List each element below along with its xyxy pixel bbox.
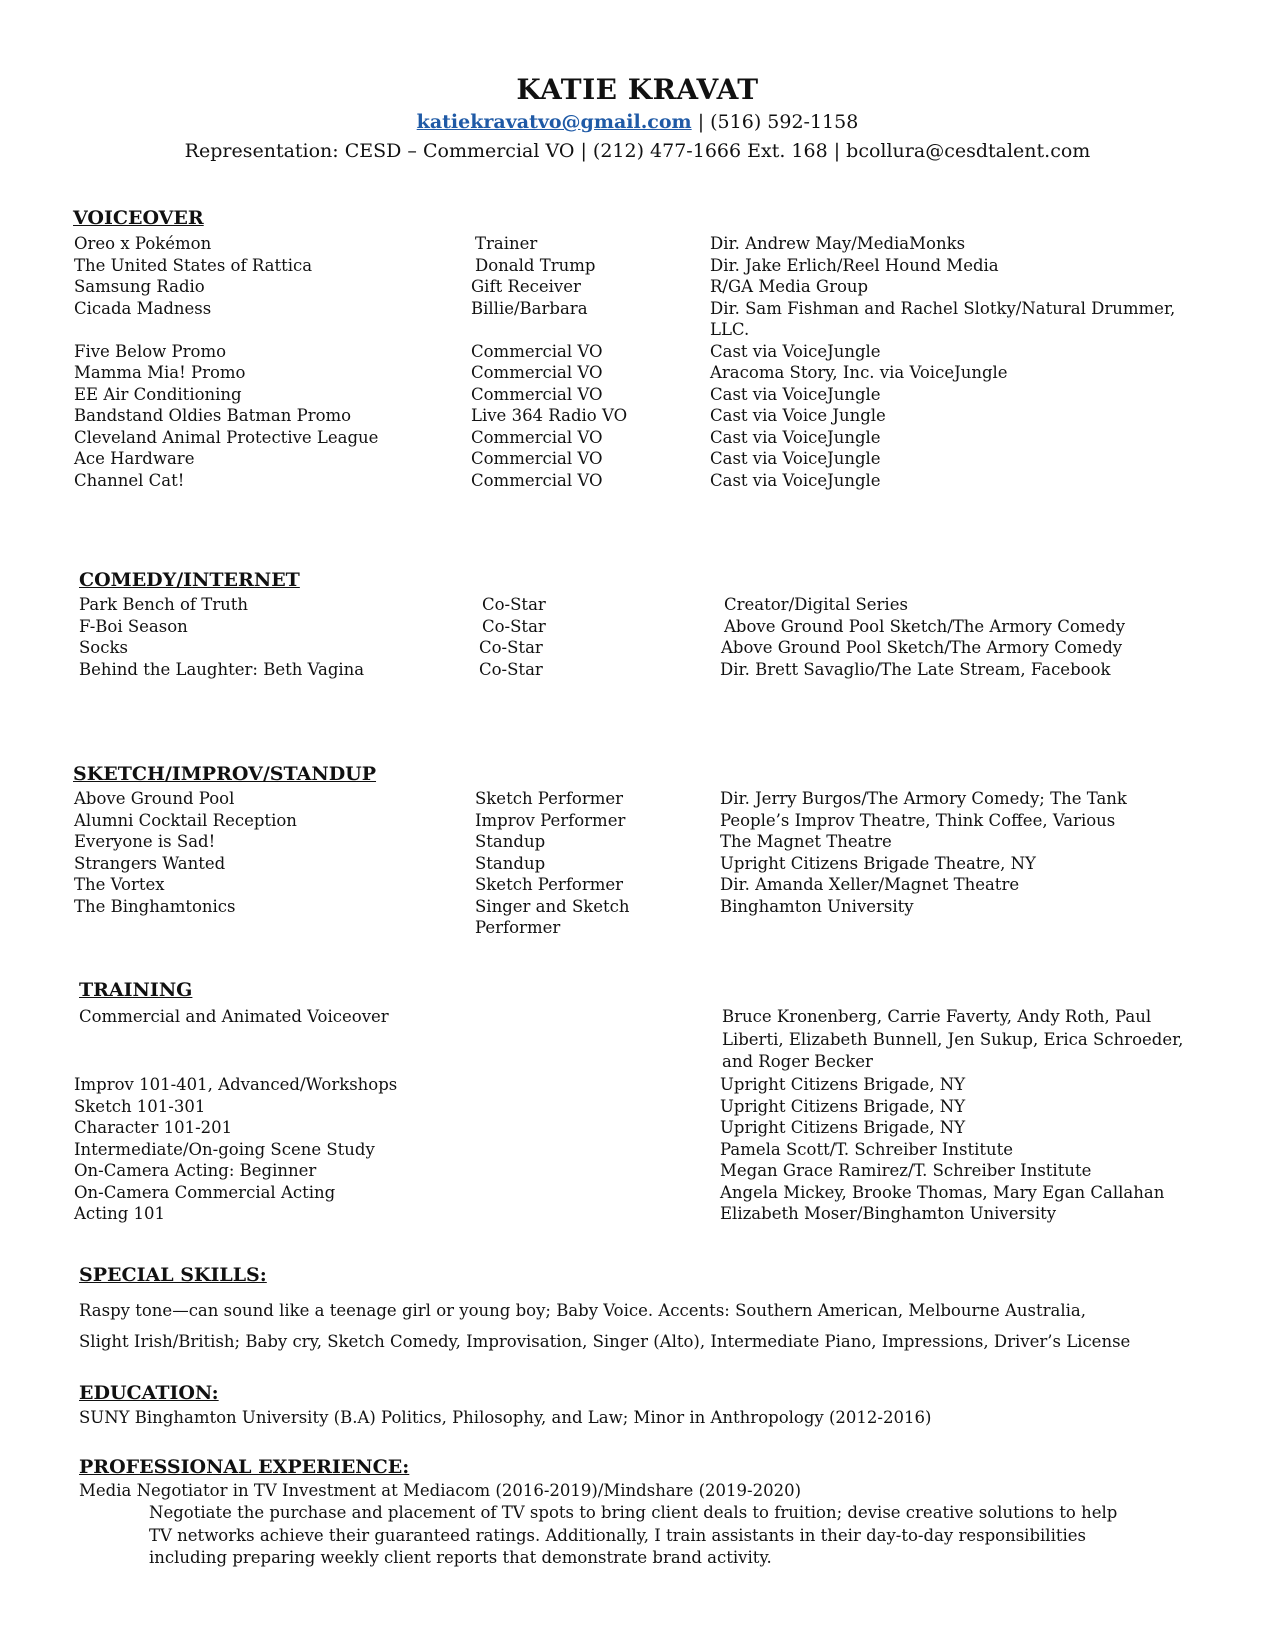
- role-name: Billie/Barbara: [471, 298, 588, 318]
- credit-info: Cast via VoiceJungle: [710, 341, 881, 361]
- project-name: Five Below Promo: [74, 341, 227, 361]
- course-name: Improv 101-401, Advanced/Workshops: [74, 1075, 398, 1094]
- education-text: SUNY Binghamton University (B.A) Politics, Philosophy, and Law; Minor in Anthropology (2012-2016): [79, 1408, 932, 1427]
- experience-heading: PROFESSIONAL EXPERIENCE:: [79, 1456, 410, 1478]
- course-name: Character 101-201: [74, 1118, 233, 1137]
- role-name: Commercial VO: [471, 384, 603, 404]
- training-heading: TRAINING: [79, 979, 193, 1001]
- training-row: [74, 1006, 1194, 1074]
- credit-row: [74, 810, 1194, 832]
- project-name: Park Bench of Truth: [79, 595, 249, 614]
- teacher-info: Angela Mickey, Brooke Thomas, Mary Egan Callahan: [720, 1182, 1165, 1202]
- credit-row: [74, 427, 1194, 449]
- project-name: Behind the Laughter: Beth Vagina: [79, 659, 365, 679]
- role-name: Singer and Sketch Performer: [475, 896, 630, 937]
- credit-info: Dir. Brett Savaglio/The Late Stream, Facebook: [720, 659, 1111, 679]
- project-name: Mamma Mia! Promo: [74, 363, 246, 382]
- project-name: Channel Cat!: [74, 470, 185, 490]
- credit-row: [79, 659, 1199, 681]
- credit-row: [79, 637, 1199, 659]
- skills-text: Raspy tone—can sound like a teenage girl or young boy; Baby Voice. Accents: Southern American, Melbourne Australia, Slight Irish/British; Baby cry, Sketch Comedy, Improvisation, Singer (Alto), Intermediate Piano, Impressions, Driver’s License: [79, 1301, 1131, 1351]
- teacher-info: Upright Citizens Brigade, NY: [720, 1075, 966, 1094]
- comedy-heading: COMEDY/INTERNET: [79, 569, 300, 591]
- role-name: Gift Receiver: [471, 277, 581, 296]
- role-name: Standup: [475, 832, 546, 851]
- credit-row: [74, 831, 1194, 853]
- role-name: Commercial VO: [471, 470, 603, 490]
- role-name: Commercial VO: [471, 363, 603, 382]
- email-link[interactable]: katiekravatvo@gmail.com: [416, 111, 692, 133]
- teacher-info: Elizabeth Moser/Binghamton University: [720, 1204, 1057, 1223]
- voiceover-list: [74, 233, 1194, 491]
- credit-info: R/GA Media Group: [710, 277, 869, 296]
- credit-info: Above Ground Pool Sketch/The Armory Comedy: [721, 638, 1123, 657]
- credit-info: Dir. Jerry Burgos/The Armory Comedy; The Tank: [720, 789, 1127, 808]
- experience-description: Negotiate the purchase and placement of TV spots to bring client deals to fruition; devise creative solutions to help TV networks achieve their guaranteed ratings. Additionally, I train assistants in their day-to-day responsibilities including preparing weekly client reports that demonstrate brand activity.: [149, 1503, 1118, 1567]
- role-name: Co-Star: [479, 638, 543, 657]
- role-name: Co-Star: [479, 659, 543, 679]
- credit-info: Cast via Voice Jungle: [710, 406, 886, 425]
- course-name: Commercial and Animated Voiceover: [79, 1007, 389, 1026]
- credit-row: [74, 298, 1194, 341]
- credit-row: [79, 594, 1199, 616]
- voiceover-heading: VOICEOVER: [73, 207, 204, 229]
- project-name: F-Boi Season: [79, 616, 188, 636]
- credit-row: [74, 362, 1194, 384]
- credit-info: Above Ground Pool Sketch/The Armory Comedy: [724, 616, 1126, 636]
- course-name: On-Camera Acting: Beginner: [74, 1161, 317, 1180]
- project-name: Alumni Cocktail Reception: [74, 810, 297, 830]
- role-name: Commercial VO: [471, 341, 603, 361]
- skills-heading: SPECIAL SKILLS:: [79, 1264, 267, 1286]
- credit-info: Dir. Andrew May/MediaMonks: [710, 234, 966, 253]
- experience-job: Media Negotiator in TV Investment at Mediacom (2016-2019)/Mindshare (2019-2020): [79, 1481, 802, 1500]
- course-name: Acting 101: [74, 1204, 165, 1223]
- credit-info: Cast via VoiceJungle: [710, 470, 881, 490]
- role-name: Improv Performer: [475, 810, 626, 830]
- credit-row: [74, 874, 1194, 896]
- role-name: Commercial VO: [471, 427, 603, 447]
- resume-header: [0, 72, 1275, 166]
- training-row: [74, 1074, 1194, 1096]
- training-row: [74, 1139, 1194, 1161]
- role-name: Commercial VO: [471, 449, 603, 468]
- credit-row: [74, 853, 1194, 875]
- training-list: [74, 1006, 1194, 1225]
- credit-row: [74, 255, 1194, 277]
- teacher-info: Upright Citizens Brigade, NY: [720, 1118, 966, 1137]
- training-row: [74, 1203, 1194, 1225]
- comedy-list: [79, 594, 1199, 680]
- project-name: The Binghamtonics: [74, 896, 236, 916]
- project-name: Bandstand Oldies Batman Promo: [74, 406, 352, 425]
- role-name: Sketch Performer: [475, 789, 624, 808]
- credit-info: Dir. Amanda Xeller/Magnet Theatre: [720, 875, 1020, 894]
- role-name: Live 364 Radio VO: [471, 406, 628, 425]
- credit-info: Dir. Sam Fishman and Rachel Slotky/Natural Drummer, LLC.: [710, 298, 1176, 339]
- credit-info: People’s Improv Theatre, Think Coffee, Various: [720, 810, 1116, 830]
- credit-info: Cast via VoiceJungle: [710, 427, 881, 447]
- credit-row: [79, 616, 1199, 638]
- project-name: Above Ground Pool: [74, 789, 235, 808]
- teacher-info: Pamela Scott/T. Schreiber Institute: [720, 1139, 1014, 1159]
- training-row: [74, 1182, 1194, 1204]
- role-name: Sketch Performer: [475, 875, 624, 894]
- candidate-name: KATIE KRAVAT: [516, 73, 759, 106]
- sketch-heading: SKETCH/IMPROV/STANDUP: [73, 763, 377, 785]
- credit-info: Cast via VoiceJungle: [710, 384, 881, 404]
- project-name: Ace Hardware: [74, 449, 195, 468]
- credit-info: Aracoma Story, Inc. via VoiceJungle: [710, 363, 1008, 382]
- training-row: [74, 1160, 1194, 1182]
- project-name: Cleveland Animal Protective League: [74, 427, 379, 447]
- project-name: Everyone is Sad!: [74, 832, 216, 851]
- role-name: Trainer: [475, 234, 538, 253]
- credit-row: [74, 233, 1194, 255]
- education-heading: EDUCATION:: [79, 1382, 219, 1404]
- project-name: The United States of Rattica: [74, 255, 313, 275]
- project-name: EE Air Conditioning: [74, 384, 242, 404]
- credit-row: [74, 470, 1194, 492]
- training-row: [74, 1096, 1194, 1118]
- credit-info: Creator/Digital Series: [724, 595, 908, 614]
- project-name: Oreo x Pokémon: [74, 234, 212, 253]
- role-name: Donald Trump: [475, 255, 596, 275]
- project-name: Strangers Wanted: [74, 853, 226, 873]
- contact-line: [0, 108, 1275, 136]
- role-name: Standup: [475, 853, 546, 873]
- project-name: Socks: [79, 638, 128, 657]
- sketch-list: [74, 788, 1194, 939]
- credit-row: [74, 405, 1194, 427]
- training-row: [74, 1117, 1194, 1139]
- course-name: On-Camera Commercial Acting: [74, 1182, 336, 1202]
- course-name: Intermediate/On-going Scene Study: [74, 1139, 375, 1159]
- phone-number: | (516) 592-1158: [697, 111, 859, 133]
- course-name: Sketch 101-301: [74, 1096, 206, 1116]
- credit-info: Binghamton University: [720, 896, 914, 916]
- credit-row: [74, 788, 1194, 810]
- role-name: Co-Star: [482, 595, 546, 614]
- project-name: Samsung Radio: [74, 277, 205, 296]
- project-name: Cicada Madness: [74, 298, 212, 318]
- credit-row: [74, 341, 1194, 363]
- credit-info: The Magnet Theatre: [720, 832, 892, 851]
- role-name: Co-Star: [482, 616, 546, 636]
- credit-row: [74, 276, 1194, 298]
- credit-row: [74, 384, 1194, 406]
- credit-info: Cast via VoiceJungle: [710, 449, 881, 468]
- credit-info: Upright Citizens Brigade Theatre, NY: [720, 853, 1036, 873]
- credit-row: [74, 448, 1194, 470]
- project-name: The Vortex: [74, 875, 165, 894]
- teacher-info: Megan Grace Ramirez/T. Schreiber Institute: [720, 1161, 1092, 1180]
- credit-row: [74, 896, 1194, 939]
- teacher-info: Bruce Kronenberg, Carrie Faverty, Andy Roth, Paul Liberti, Elizabeth Bunnell, Jen Sukup, Erica Schroeder, and Roger Becker: [722, 1007, 1184, 1071]
- representation-line: Representation: CESD – Commercial VO | (212) 477-1666 Ext. 168 | bcollura@cesdtalent.com: [184, 140, 1091, 162]
- credit-info: Dir. Jake Erlich/Reel Hound Media: [710, 255, 999, 275]
- teacher-info: Upright Citizens Brigade, NY: [720, 1096, 966, 1116]
